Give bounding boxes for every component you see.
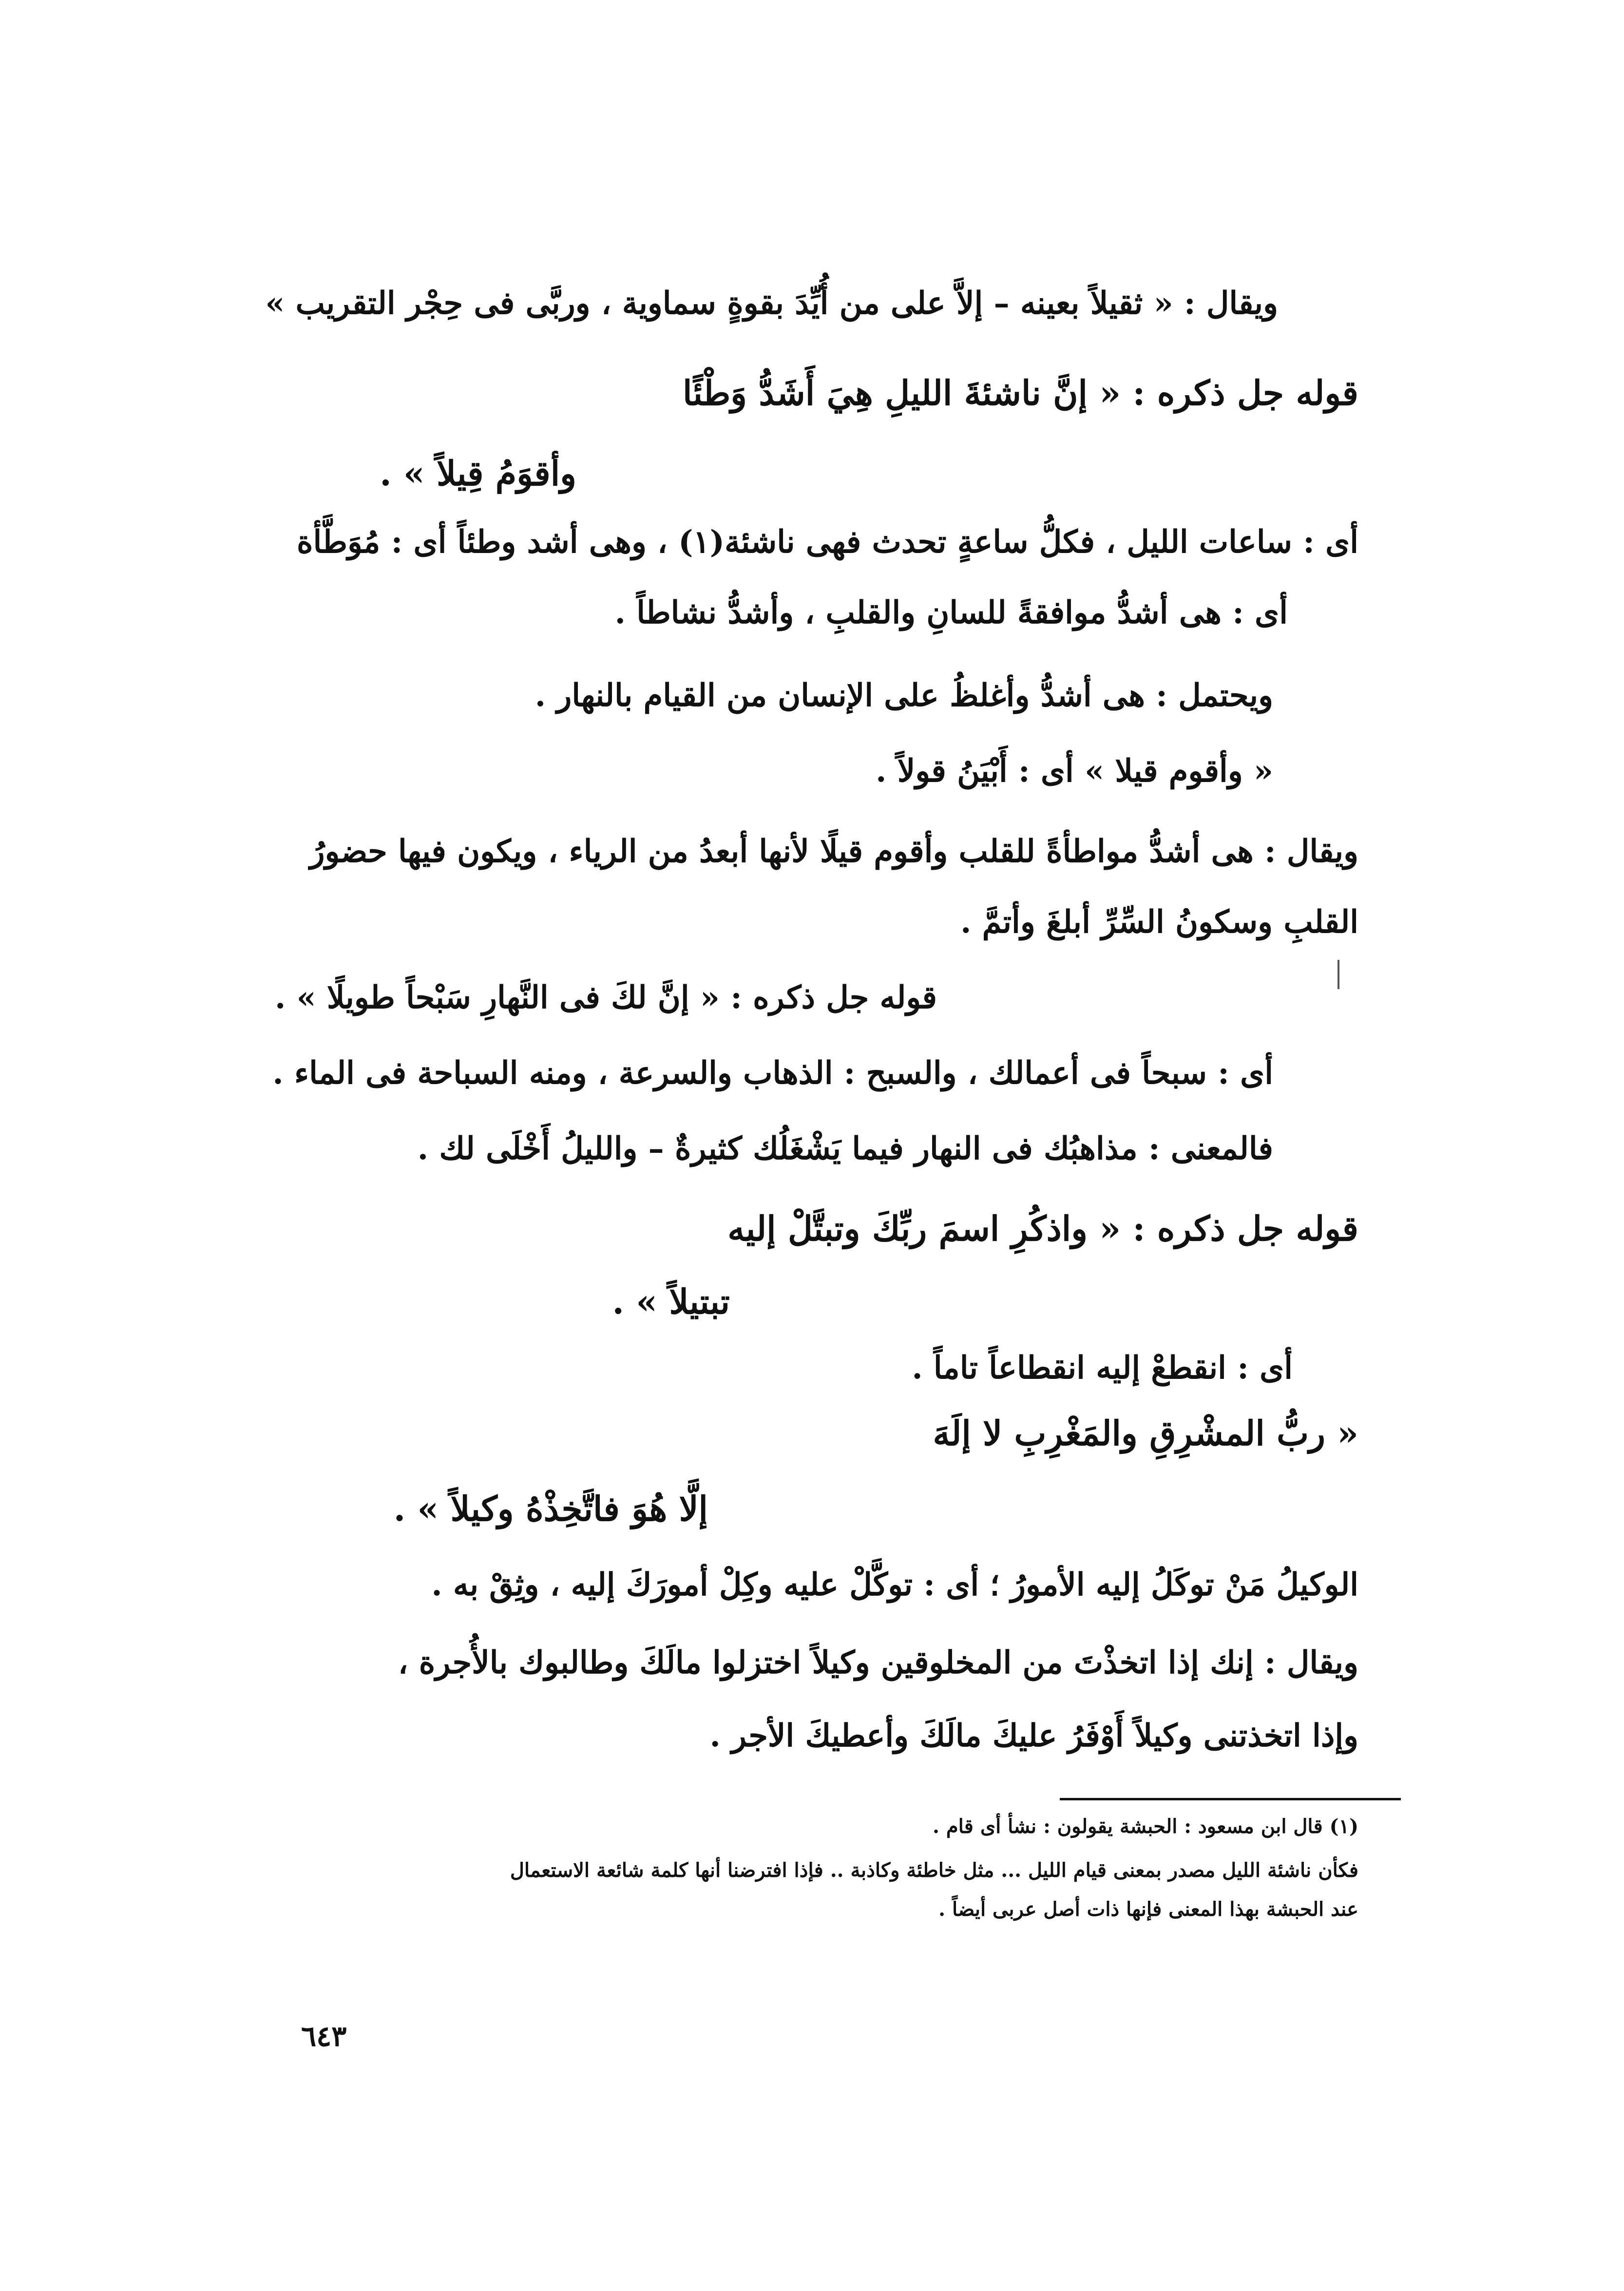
text-line: ويحتمل : هى أشدُّ وأغلظُ على الإنسان من القيام بالنهار . bbox=[535, 677, 1273, 714]
verse-line: « ربُّ المشْرِقِ والمَغْرِبِ لا إلَهَ bbox=[933, 1413, 1358, 1453]
verse-line: قوله جل ذكره : « إنَّ ناشئةَ الليلِ هِيَ أَشَدُّ وَطْئًا bbox=[683, 373, 1358, 413]
footnote-separator bbox=[1060, 1798, 1401, 1800]
text-line: ويقال : إنك إذا اتخذْتَ من المخلوقين وكيلاً اختزلوا مالَكَ وطالبوك بالأُجرة ، bbox=[398, 1644, 1358, 1681]
margin-mark bbox=[1337, 960, 1339, 989]
footnote-line: فكأن ناشئة الليل مصدر بمعنى قيام الليل ... مثل خاطئة وكاذبة .. فإذا افترضنا أنها كلمة شائعة الاستعمال bbox=[510, 1859, 1358, 1882]
page-number: ٦٤٣ bbox=[301, 2020, 347, 2053]
text-line: القلبِ وسكونُ السِّرِّ أبلغَ وأتمَّ . bbox=[960, 904, 1358, 940]
text-line: أى : سبحاً فى أعمالك ، والسبح : الذهاب والسرعة ، ومنه السباحة فى الماء . bbox=[272, 1055, 1273, 1091]
footnote-line: (١) قال ابن مسعود : الحبشة يقولون : نشأ أى قام . bbox=[932, 1815, 1358, 1838]
footnote-line: عند الحبشة بهذا المعنى فإنها ذات أصل عربى أيضاً . bbox=[938, 1898, 1358, 1921]
text-line: الوكيلُ مَنْ توكَلُ إليه الأمورُ ؛ أى : توكَّلْ عليه وكِلْ أمورَكَ إليه ، وثِقْ به . bbox=[431, 1566, 1358, 1603]
text-line: ويقال : « ثقيلاً بعينه – إلاَّ على من أُيِّدَ بقوةٍ سماوية ، وربَّى فى حِجْر التقريب » bbox=[265, 285, 1278, 322]
text-line: أى : انقطعْ إليه انقطاعاً تاماً . bbox=[912, 1350, 1293, 1386]
verse-line: تبتيلاً » . bbox=[612, 1281, 730, 1322]
text-line: وإذا اتخذتنى وكيلاً أَوْفَرُ عليكَ مالَكَ وأعطيكَ الأجر . bbox=[709, 1718, 1358, 1754]
verse-line: قوله جل ذكره : « واذكُرِ اسمَ ربِّكَ وتبتَّلْ إليه bbox=[727, 1208, 1358, 1249]
text-line: ويقال : هى أشدُّ مواطأةً للقلب وأقوم قيلًا لأنها أبعدُ من الرياء ، ويكون فيها حضورُ bbox=[309, 833, 1358, 870]
verse-line: وأقوَمُ قِيلاً » . bbox=[380, 453, 576, 494]
text-line: أى : هى أشدُّ موافقةً للسانِ والقلبِ ، وأشدُّ نشاطاً . bbox=[614, 594, 1288, 631]
text-line: أى : ساعات الليل ، فكلُّ ساعةٍ تحدث فهى ناشئة(١) ، وهى أشد وطئاً أى : مُوَطَّأة bbox=[296, 524, 1358, 560]
text-line: « وأقوم قيلا » أى : أَبْيَنُ قولاً . bbox=[876, 753, 1273, 789]
text-line: فالمعنى : مذاهبُك فى النهار فيما يَشْغَلُك كثيرةٌ – والليلُ أَخْلَى لك . bbox=[417, 1130, 1273, 1167]
verse-line: إلَّا هُوَ فاتَّخِذْهُ وكيلاً » . bbox=[393, 1489, 708, 1529]
text-line: قوله جل ذكره : « إنَّ لكَ فى النَّهارِ سَبْحاً طويلًا » . bbox=[275, 979, 937, 1016]
